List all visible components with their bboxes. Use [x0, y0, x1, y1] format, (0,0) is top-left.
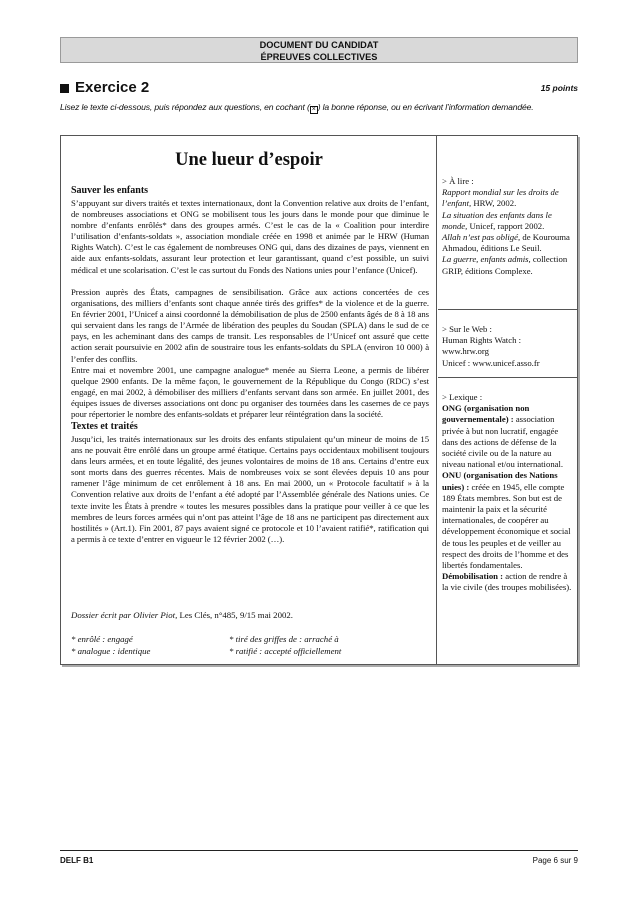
source-author: Dossier écrit par Olivier Piot,	[71, 610, 178, 620]
reading-item-title: Rapport mondial sur les droits de l’enfant,	[442, 187, 559, 209]
lexicon-entry	[442, 403, 573, 470]
footer-exam-level: DELF B1	[60, 856, 94, 865]
lexicon-heading: > Lexique :	[442, 392, 483, 402]
section-heading-sauver: Sauver les enfants	[71, 185, 149, 196]
footer-page-number: Page 6 sur 9	[532, 856, 578, 865]
document-header	[60, 37, 578, 63]
exercise-points: 15 points	[540, 83, 578, 93]
header-line-2: ÉPREUVES COLLECTIVES	[260, 52, 378, 62]
reading-item-details: Unicef, rapport 2002.	[467, 220, 545, 231]
instructions-text-start: Lisez le texte ci-dessous, puis répondez aux questions, en cochant (	[60, 102, 310, 112]
lexicon-term: ONG (organisation non gouvernementale) :	[442, 403, 530, 425]
article-source	[71, 610, 293, 620]
reading-item	[442, 187, 573, 209]
reading-item	[442, 232, 573, 254]
checked-box-icon: ×	[310, 106, 318, 114]
web-line: Human Rights Watch :	[442, 335, 522, 346]
lexicon-entry	[442, 571, 573, 593]
reading-item-details: HRW, 2002.	[471, 198, 517, 209]
glossary-item: * tiré des griffes de : arraché à	[229, 634, 339, 644]
lexicon-entry	[442, 470, 573, 571]
glossary-item: * ratifié : accepté officiellement	[229, 646, 342, 656]
glossary-item: * enrôlé : engagé	[71, 634, 133, 644]
web-links	[442, 324, 573, 369]
header-line-1: DOCUMENT DU CANDIDAT	[259, 40, 379, 50]
instructions-text-end: ) la bonne réponse, ou en écrivant l’information demandée.	[317, 102, 534, 112]
article-paragraph: Entre mai et novembre 2001, une campagne analogue* menée au Sierra Leone, a permis de libérer quelque 2900 enfants. De la même façon, le gouvernement de la République du Congo (RDC) s’est engagé, en mai 2002, à démobiliser des milliers d’enfants servant dans son armée. En juillet 2001, des équipes issues de diverses associations ont donc pu organiser des tournées dans les casernes de ce pays pour répertorier le nombre des enfants-soldats et préparer leur réintégration dans la société.	[71, 365, 429, 420]
lexicon-term: Démobilisation :	[442, 571, 504, 582]
sidebar-divider	[438, 377, 577, 378]
exercise-title: Exercice 2	[75, 79, 150, 96]
exercise-heading	[60, 79, 578, 97]
article-title: Une lueur d’espoir	[175, 150, 323, 170]
lexicon-definition: action de rendre à la vie civile (des troupes mobilisées).	[442, 571, 572, 593]
web-heading: > Sur le Web :	[442, 324, 492, 334]
article-sidebar	[438, 136, 577, 664]
reading-heading: > À lire :	[442, 176, 474, 186]
lexicon-definition: créée en 1945, elle compte 189 États membres. Son but est de maintenir la paix et la sécurité internationales, de coopérer au développement économique et social de tous les peuples et de veiller au respect des droits de l’homme et des libertés fondamentales.	[442, 481, 571, 571]
glossary-item: * analogue : identique	[71, 646, 151, 656]
reading-item-title: Allah n’est pas obligé,	[442, 232, 521, 243]
article-paragraph: Jusqu’ici, les traités internationaux sur les droits des enfants stipulaient qu’un mineur de moins de 15 ans ne pouvait être enrôlé dans un groupe armé étatique. Certains pays occidentaux mobilisent toujours dans leurs armées, et en toute légalité, des jeunes volontaires de moins de 18 ans. Certains d’entre eux sont morts dans des guerres récentes. Mais de nombreuses voix se sont élevées depuis 10 ans pour ramener l’âge minimum de cet enrôlement à 18 ans. En mai 2000, un « Protocole facultatif » à la Convention relative aux droits de l’enfant a été adopté par l’Assemblée générale des Nations unies. Ce texte invite les États à prendre « toutes les mesures possibles dans la pratique pour veiller à ce que les membres de leurs forces armées qui n’ont pas atteint l’âge de 18 ans ne participent pas directement aux hostilités » (Art.1). Fin 2001, 87 pays avaient signé ce protocole et 10 l’avaient ratifié*, ratification qui a permis à ce texte d’entrer en vigueur le 12 février 2002 (…).	[71, 434, 429, 544]
reading-item	[442, 254, 573, 276]
square-bullet-icon	[60, 84, 69, 93]
reading-item-title: La situation des enfants dans le monde,	[442, 209, 552, 231]
reading-list	[442, 176, 573, 277]
source-publication: Les Clés, n°485, 9/15 mai 2002.	[177, 610, 293, 620]
article-paragraph: Pression auprès des États, campagnes de sensibilisation. Grâce aux actions concertées de ces organisations, des milliers d’enfants sont chaque année tirés des griffes* de la violence et de la guerre. En février 2001, l’Unicef a ainsi coordonné la démobilisation de plus de 2500 enfants âgés de 8 à 18 ans qui servaient dans les rangs de l’Armée de libération des peuples du Soudan (SPLA) dans le sud de ce pays, en les acheminant dans des camps de transit. Les responsables de l’Unicef ont assuré que cette action serait poursuivie en 2002 afin de soustraire tous les enfants-soldats du SPLA (environ 10 000) à l’enfer des conflits.	[71, 287, 429, 364]
reading-item-details: de Kourouma Ahmadou, éditions Le Seuil.	[442, 232, 570, 254]
article-paragraph: S’appuyant sur divers traités et textes internationaux, dont la Convention relative aux droits de l’enfant, de nombreuses associations et ONG se mobilisent tous les jours dans le monde pour que diminue le nombre d’enfants enrôlés* dans des groupes armés. C’est le cas de la « Coalition pour interdire l’utilisation d’enfants-soldats », association mondiale créée en 1998 et animée par le HRW (Human Rights Watch). C’est le cas également de nombreuses ONG qui, dans des dizaines de pays, viennent en aide aux enfants-soldats, assurant leur protection et leur garantissant, quand c’est possible, un suivi médical et une scolarisation. C’est le cas surtout du Fonds des Nations unies pour l’enfance (Unicef).	[71, 198, 429, 275]
section-heading-textes: Textes et traités	[71, 421, 138, 432]
footer-divider	[60, 850, 578, 851]
article-frame	[60, 135, 578, 665]
reading-item	[442, 210, 573, 232]
web-line: www.hrw.org	[442, 346, 489, 357]
article-main-column	[61, 136, 437, 664]
lexicon-term: ONU (organisation des Nations unies) :	[442, 470, 558, 492]
lexicon	[442, 392, 573, 594]
exercise-instructions	[60, 102, 590, 114]
reading-item-title: La guerre, enfants admis,	[442, 254, 531, 265]
lexicon-definition: association privée à but non lucratif, engagée dans des actions de défense de la société civile ou de la nature au niveau national et/ou international.	[442, 414, 564, 470]
web-line: Unicef : www.unicef.asso.fr	[442, 357, 540, 368]
sidebar-divider	[438, 309, 577, 310]
reading-item-details: collection GRIP, éditions Complexe.	[442, 254, 568, 276]
